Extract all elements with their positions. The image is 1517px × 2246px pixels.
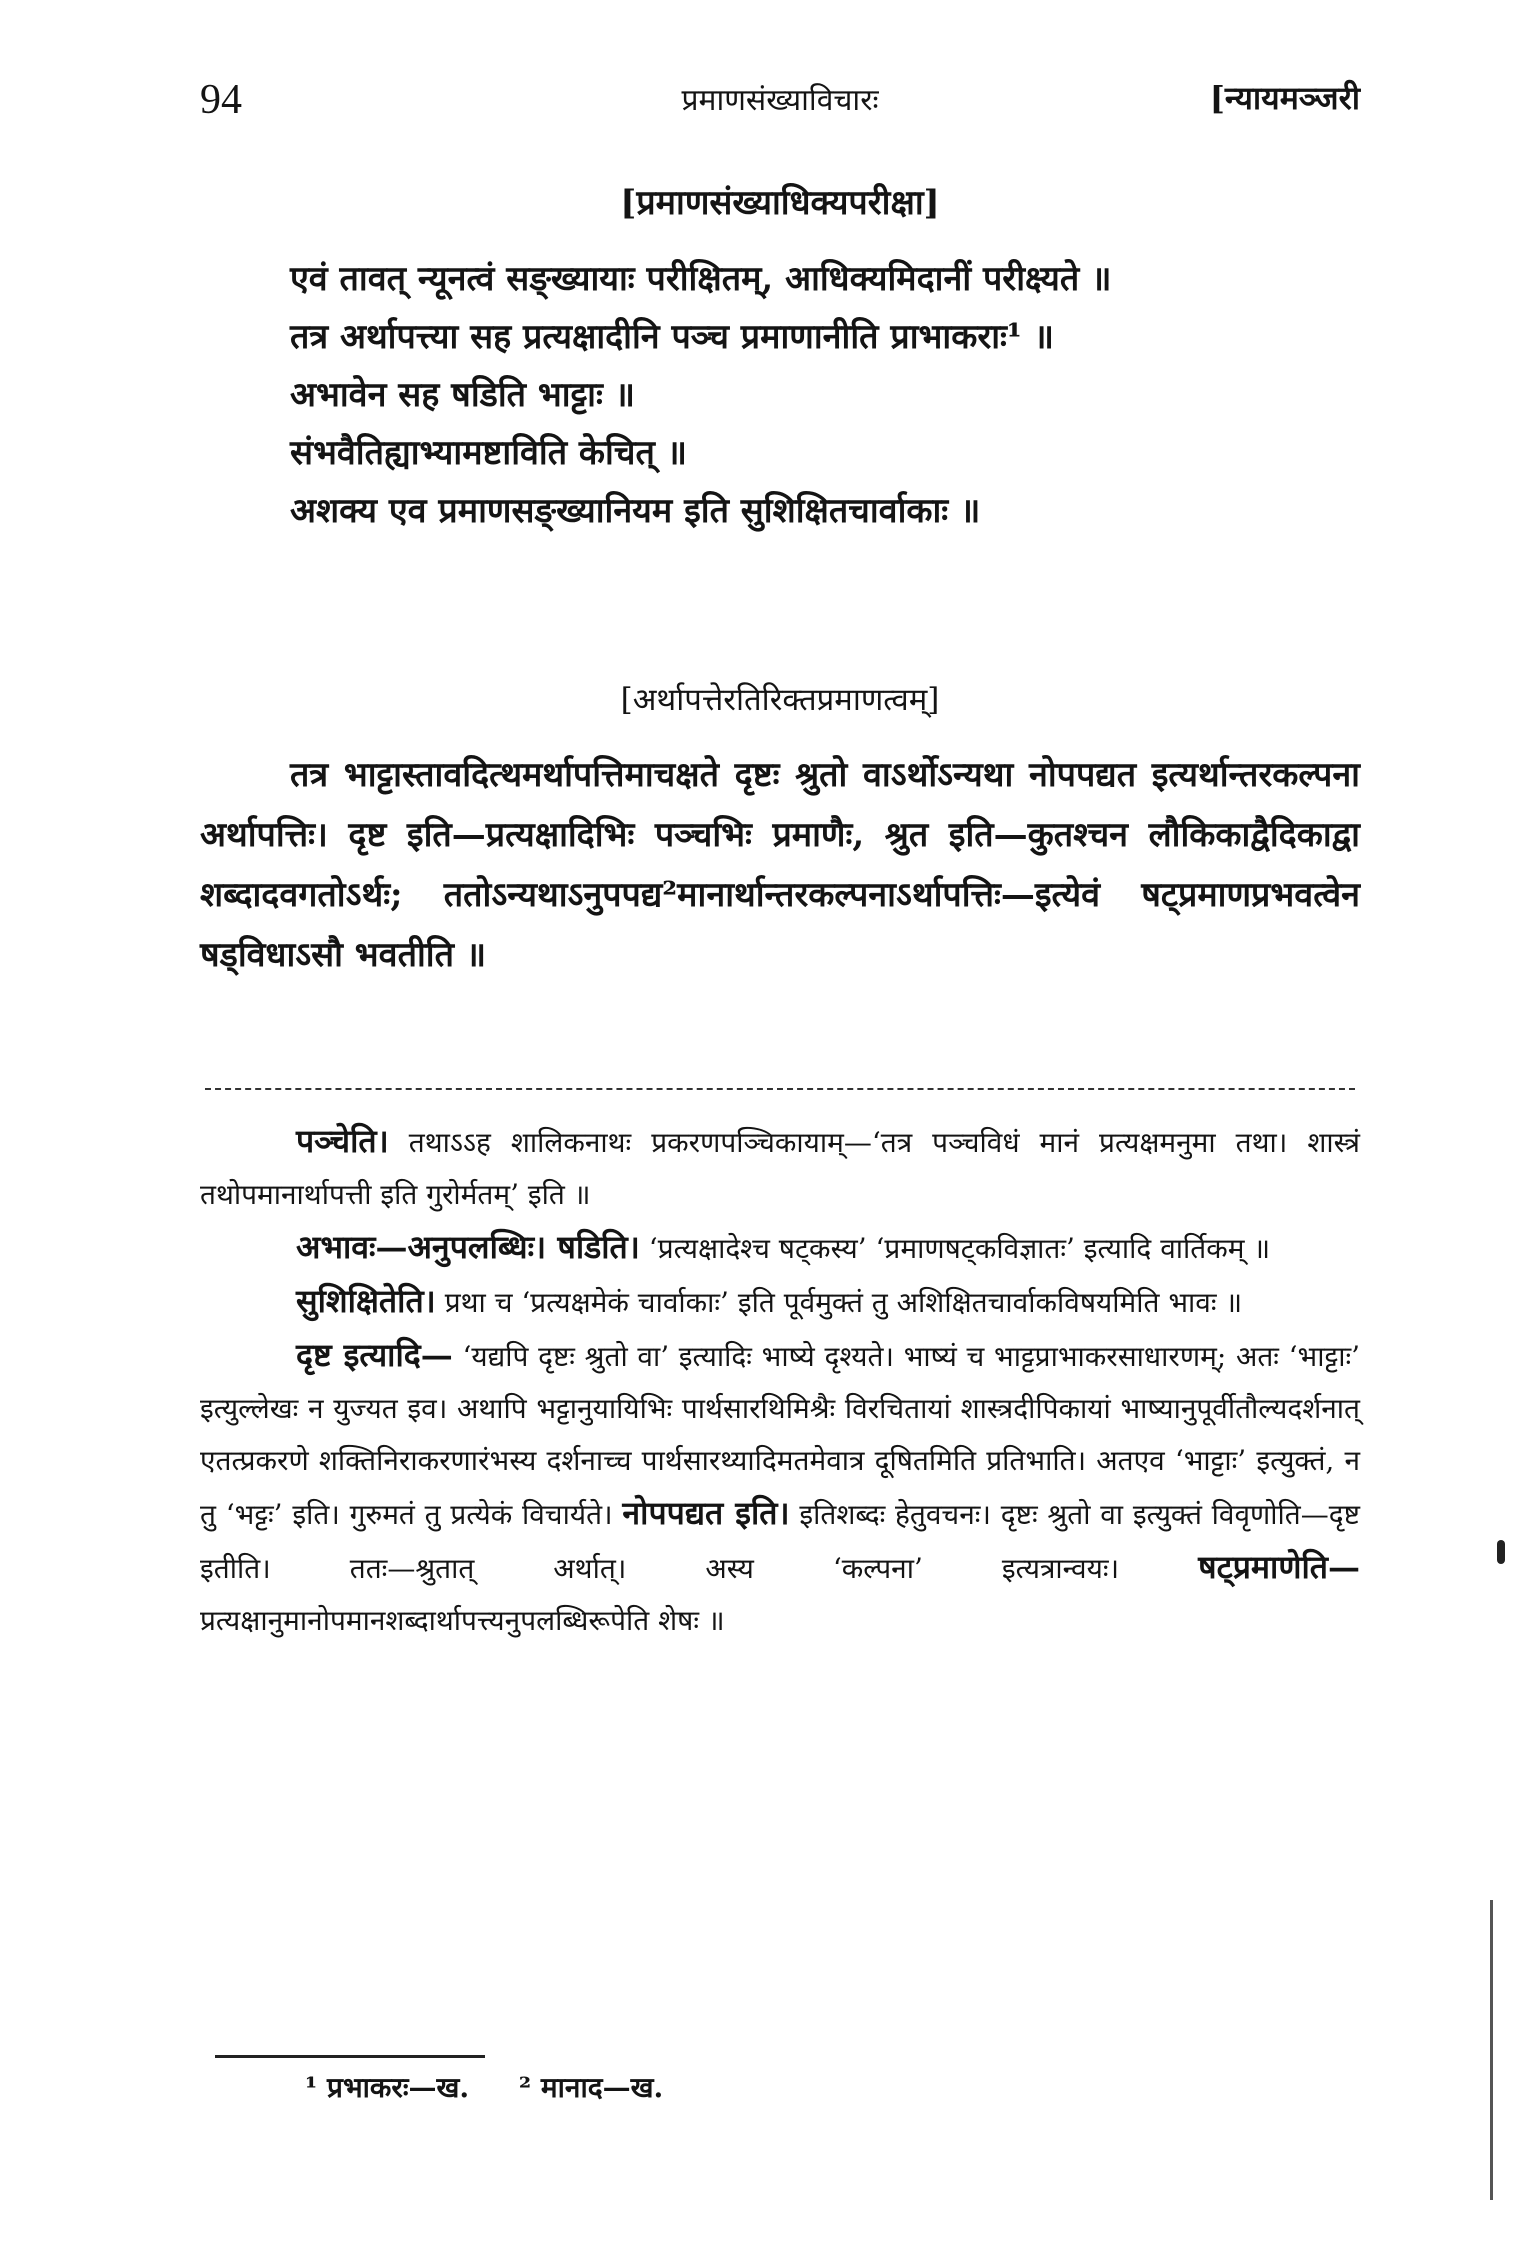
main-line-charvaka: अशक्य एव प्रमाणसङ्ख्यानियम इति सुशिक्षितचार्वाकाः ॥ bbox=[290, 491, 981, 531]
commentary-text: ‘यद्यपि दृष्टः श्रुतो वा’ इत्यादिः भाष्ये दृश्यते। भाष्यं च भाट्टप्राभाकरसाधारणम्; अतः ‘भाट्टाः’ इत्युल्लेखः न युज्यत इव। अथापि भट्टानुयायिभिः पार्थसारथिमिश्रैः विरचितायां शास्त्रदीपिकायां भाष्यानुपूर्वीतौल्यदर्शनात् एतत्प्रकरणे शक्तिनिराकरणारंभस्य दर्शनाच्च पार्थसारथ्यादिमतमेवात्र दूषितमिति प्रतिभाति। अतएव ‘भाट्टाः’ इत्युक्तं, न तु ‘भट्टः’ इति। गुरुमतं तु प्रत्येकं विचार्यते। bbox=[200, 1340, 1360, 1531]
section-heading-adhikya: [प्रमाणसंख्याधिक्यपरीक्षा] bbox=[620, 183, 940, 223]
main-text-block-2 bbox=[200, 745, 1360, 985]
page-number: 94 bbox=[200, 77, 242, 123]
commentary-text: इतिशब्दः हेतुवचनः। दृष्टः श्रुतो वा इत्युक्तं विवृणोति—दृष्ट इतीति। ततः—श्रुतात् अर्थात्। अस्य ‘कल्पना’ इत्यत्रान्वयः। bbox=[200, 1498, 1360, 1585]
commentary-paragraph bbox=[200, 1329, 1360, 1647]
commentary-text: प्रत्यक्षानुमानोपमानशब्दार्थापत्त्यनुपलब्धिरूपेति शेषः ॥ bbox=[200, 1604, 725, 1637]
footnote-2: ² मानाद—ख. bbox=[518, 2071, 664, 2104]
footnote-rule bbox=[215, 2055, 485, 2058]
page-header bbox=[200, 72, 1360, 132]
commentary-paragraph bbox=[200, 1221, 1360, 1275]
running-title: प्रमाणसंख्याविचारः bbox=[681, 83, 879, 118]
commentary-text: तथाऽऽह शालिकनाथः प्रकरणपञ्चिकायाम्—‘तत्र पञ्चविधं मानं प्रत्यक्षमनुमा तथा। शास्त्रं तथोपमानार्थापत्ती इति गुरोर्मतम्’ इति ॥ bbox=[200, 1126, 1360, 1211]
commentary-lemma: दृष्ट इत्यादि— bbox=[296, 1336, 453, 1374]
main-paragraph-arthapatti: तत्र भाट्टास्तावदित्थमर्थापत्तिमाचक्षते दृष्टः श्रुतो वाऽर्थोऽन्यथा नोपपद्यत इत्यर्थान्तरकल्पना अर्थापत्तिः। दृष्ट इति—प्रत्यक्षादिभिः पञ्चभिः प्रमाणैः, श्रुत इति—कुतश्चन लौकिकाद्वैदिकाद्वा शब्दादवगतोऽर्थः; ततोऽन्यथाऽनुपपद्य²मानार्थान्तरकल्पनाऽर्थापत्तिः—इत्येवं षट्प्रमाणप्रभवत्वेन षड्विधाऽसौ भवतीति ॥ bbox=[200, 755, 1360, 975]
main-paragraph: एवं तावत् न्यूनत्वं सङ्ख्यायाः परीक्षितम्, आधिक्यमिदानीं परीक्ष्यते ॥ bbox=[290, 259, 1112, 299]
footnote-1: ¹ प्रभाकरः—ख. bbox=[305, 2071, 470, 2104]
commentary-lemma: नोपपद्यत इति। bbox=[622, 1494, 790, 1532]
commentary-text: ‘प्रत्यक्षादेश्च षट्कस्य’ ‘प्रमाणषट्कविज्ञातः’ इत्यादि वार्तिकम् ॥ bbox=[648, 1232, 1271, 1265]
main-line-prabhakara: तत्र अर्थापत्त्या सह प्रत्यक्षादीनि पञ्च प्रमाणानीति प्राभाकराः¹ ॥ bbox=[290, 317, 1055, 357]
commentary-lemma: सुशिक्षितेति। bbox=[296, 1282, 436, 1320]
commentary-text: प्रथा च ‘प्रत्यक्षमेकं चार्वाकाः’ इति पूर्वमुक्तं तु अशिक्षितचार्वाकविषयमिति भावः ॥ bbox=[444, 1286, 1243, 1319]
main-line-bhatta: अभावेन सह षडिति भाट्टाः ॥ bbox=[290, 375, 636, 415]
commentary-block bbox=[200, 1115, 1360, 1647]
footnotes bbox=[305, 2068, 703, 2106]
commentary-lemma: षट्प्रमाणेति— bbox=[1198, 1548, 1360, 1586]
scan-ink-mark bbox=[1497, 1540, 1505, 1564]
commentary-paragraph bbox=[200, 1275, 1360, 1329]
scan-page-edge bbox=[1490, 1900, 1493, 2200]
text-commentary-divider bbox=[205, 1088, 1355, 1090]
commentary-paragraph bbox=[200, 1115, 1360, 1221]
main-text-block-1 bbox=[200, 250, 1360, 540]
main-line-kechit: संभवैतिह्याभ्यामष्टाविति केचित् ॥ bbox=[290, 433, 688, 473]
section-heading-arthapatti: [अर्थापत्तेरतिरिक्तप्रमाणत्वम्] bbox=[620, 682, 940, 718]
commentary-lemma: पञ्चेति। bbox=[296, 1122, 389, 1160]
commentary-lemma: अभावः—अनुपलब्धिः। षडिति। bbox=[296, 1228, 640, 1266]
book-title: [न्यायमञ्जरी bbox=[1209, 79, 1360, 117]
